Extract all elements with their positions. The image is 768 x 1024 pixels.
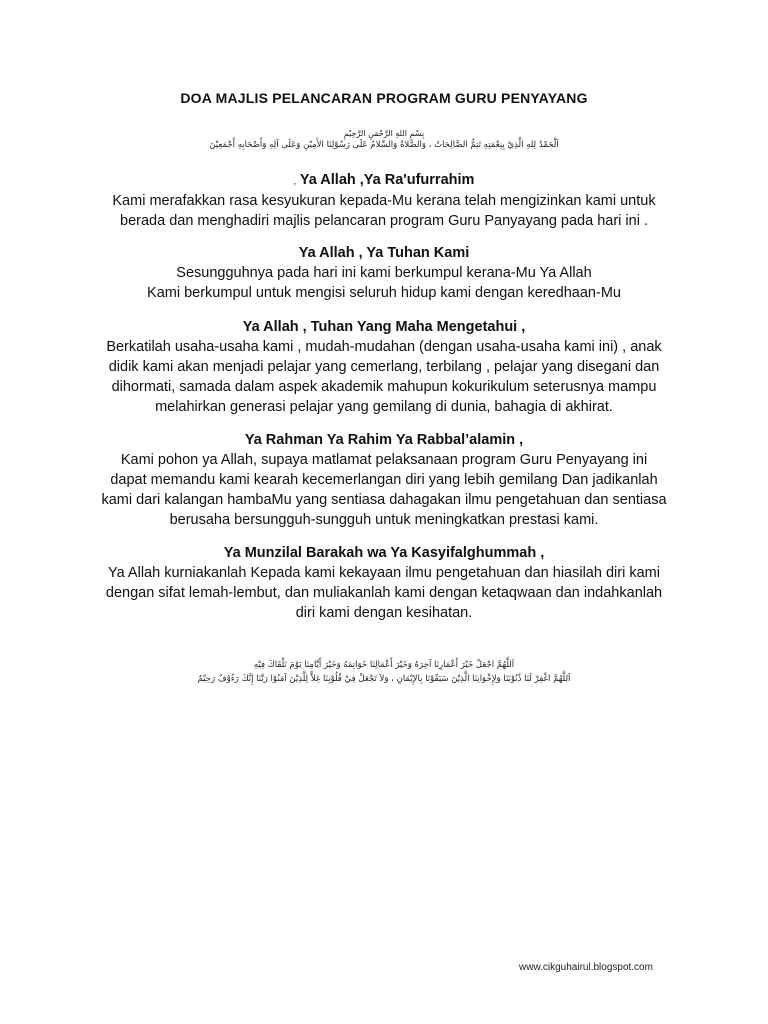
section-line: berada dan menghadiri majlis pelancaran program Guru Panyayang pada hari ini . (120, 213, 648, 229)
prayer-section-3 (80, 317, 688, 417)
prayer-section-1 (80, 170, 688, 231)
section-line: melahirkan generasi pelajar yang gemilang di dunia, bahagia di akhirat. (155, 399, 613, 415)
section-line: Sesungguhnya pada hari ini kami berkumpul kerana-Mu Ya Allah (176, 265, 592, 281)
prayer-section-2 (80, 243, 688, 303)
arabic-opening-line: بِسْمِ اللهِ الرَّحْمَنِ الرَّحِيْمِ (343, 129, 425, 138)
section-line: dapat memandu kami kearah kecemerlangan diri yang lebih gemilang Dan jadikanlah (110, 472, 658, 488)
section-line: berusaha bersungguh-sungguh untuk meningkatkan prestasi kami. (169, 512, 599, 528)
section-heading (80, 170, 688, 191)
footer-url: www.cikguhairul.blogspot.com (519, 962, 653, 973)
section-line: dihormati, samada dalam aspek akademik mahupun kokurikulum seterusnya mampu (111, 379, 657, 395)
section-line: Kami pohon ya Allah, supaya matlamat pelaksanaan program Guru Penyayang ini (120, 452, 648, 468)
section-line: Kami berkumpul untuk mengisi seluruh hidup kami dengan keredhaan-Mu (147, 285, 621, 301)
arabic-opening-prayer (80, 128, 688, 151)
section-line: didik kami akan menjadi pelajar yang cemerlang, terbilang , pelajar yang disegani dan (108, 359, 660, 375)
arabic-opening-line: اَلْحَمْدُ لِلهِ الَّذِيْ بِنِعْمَتِهِ تَتِمُّ الصَّالِحَاتُ ، وَالصَّلاةُ وَالسَّلامُ عَلَى رَسُوْلِنَا الأَمِيْنِ وَعَلَى آلِهِ وَأَصْحَابِهِ أَجْمَعِيْنَ (209, 140, 559, 150)
arabic-closing-line: اَللَّهُمَّ اغْفِرْ لَنَا ذُنُوْبَنَا وَلِإِخْوَانِنَا الَّذِيْنَ سَبَقُوْنَا بِالإِيْمَانِ ، وَلاَ تَجْعَلْ فِيْ قُلُوْبِنَا غِلاًّ لِلَّذِيْنَ آمَنُوْا رَبَّنَا إِنَّكَ رَءُوْفٌ رَحِيْمٌ (197, 674, 571, 684)
prayer-section-4 (80, 430, 688, 530)
section-heading: Ya Allah , Tuhan Yang Maha Mengetahui , (242, 319, 526, 335)
section-line: diri kami dengan kesihatan. (295, 605, 473, 621)
section-line: dengan sifat lemah-lembut, dan muliakanlah kami dengan ketaqwaan dan indahkanlah (105, 585, 663, 601)
arabic-closing-line: اَللَّهُمَّ اجْعَلْ خَيْرَ أَعْمَارِنَا آخِرَهُ وَخَيْرَ أَعْمَالِنَا خَوَاتِمَهُ وَخَيْرَ أَيَّامِنَا يَوْمَ نَلْقَاكَ فِيْهِ (253, 660, 515, 670)
document-title: DOA MAJLIS PELANCARAN PROGRAM GURU PENYAYANG (180, 90, 588, 106)
section-heading: Ya Rahman Ya Rahim Ya Rabbal’alamin , (244, 432, 524, 448)
section-line: kami dari kalangan hambaMu yang sentiasa dahagakan ilmu pengetahuan dan sentiasa (101, 492, 667, 508)
prayer-section-5 (80, 543, 688, 623)
section-heading-text: Ya Allah ,Ya Ra'ufurrahim (299, 172, 475, 188)
section-line: Kami merafakkan rasa kesyukuran kepada-Mu kerana telah mengizinkan kami untuk (112, 193, 656, 209)
section-line: Ya Allah kurniakanlah Kepada kami kekayaan ilmu pengetahuan dan hiasilah diri kami (108, 565, 660, 581)
section-line: Berkatilah usaha-usaha kami , mudah-mudahan (dengan usaha-usaha kami ini) , anak (106, 339, 662, 355)
section-heading: Ya Allah , Ya Tuhan Kami (298, 245, 470, 261)
section-heading: Ya Munzilal Barakah wa Ya Kasyifalghummah , (223, 545, 545, 561)
arabic-closing-prayer (80, 658, 688, 686)
heading-prefix: , (293, 176, 297, 186)
